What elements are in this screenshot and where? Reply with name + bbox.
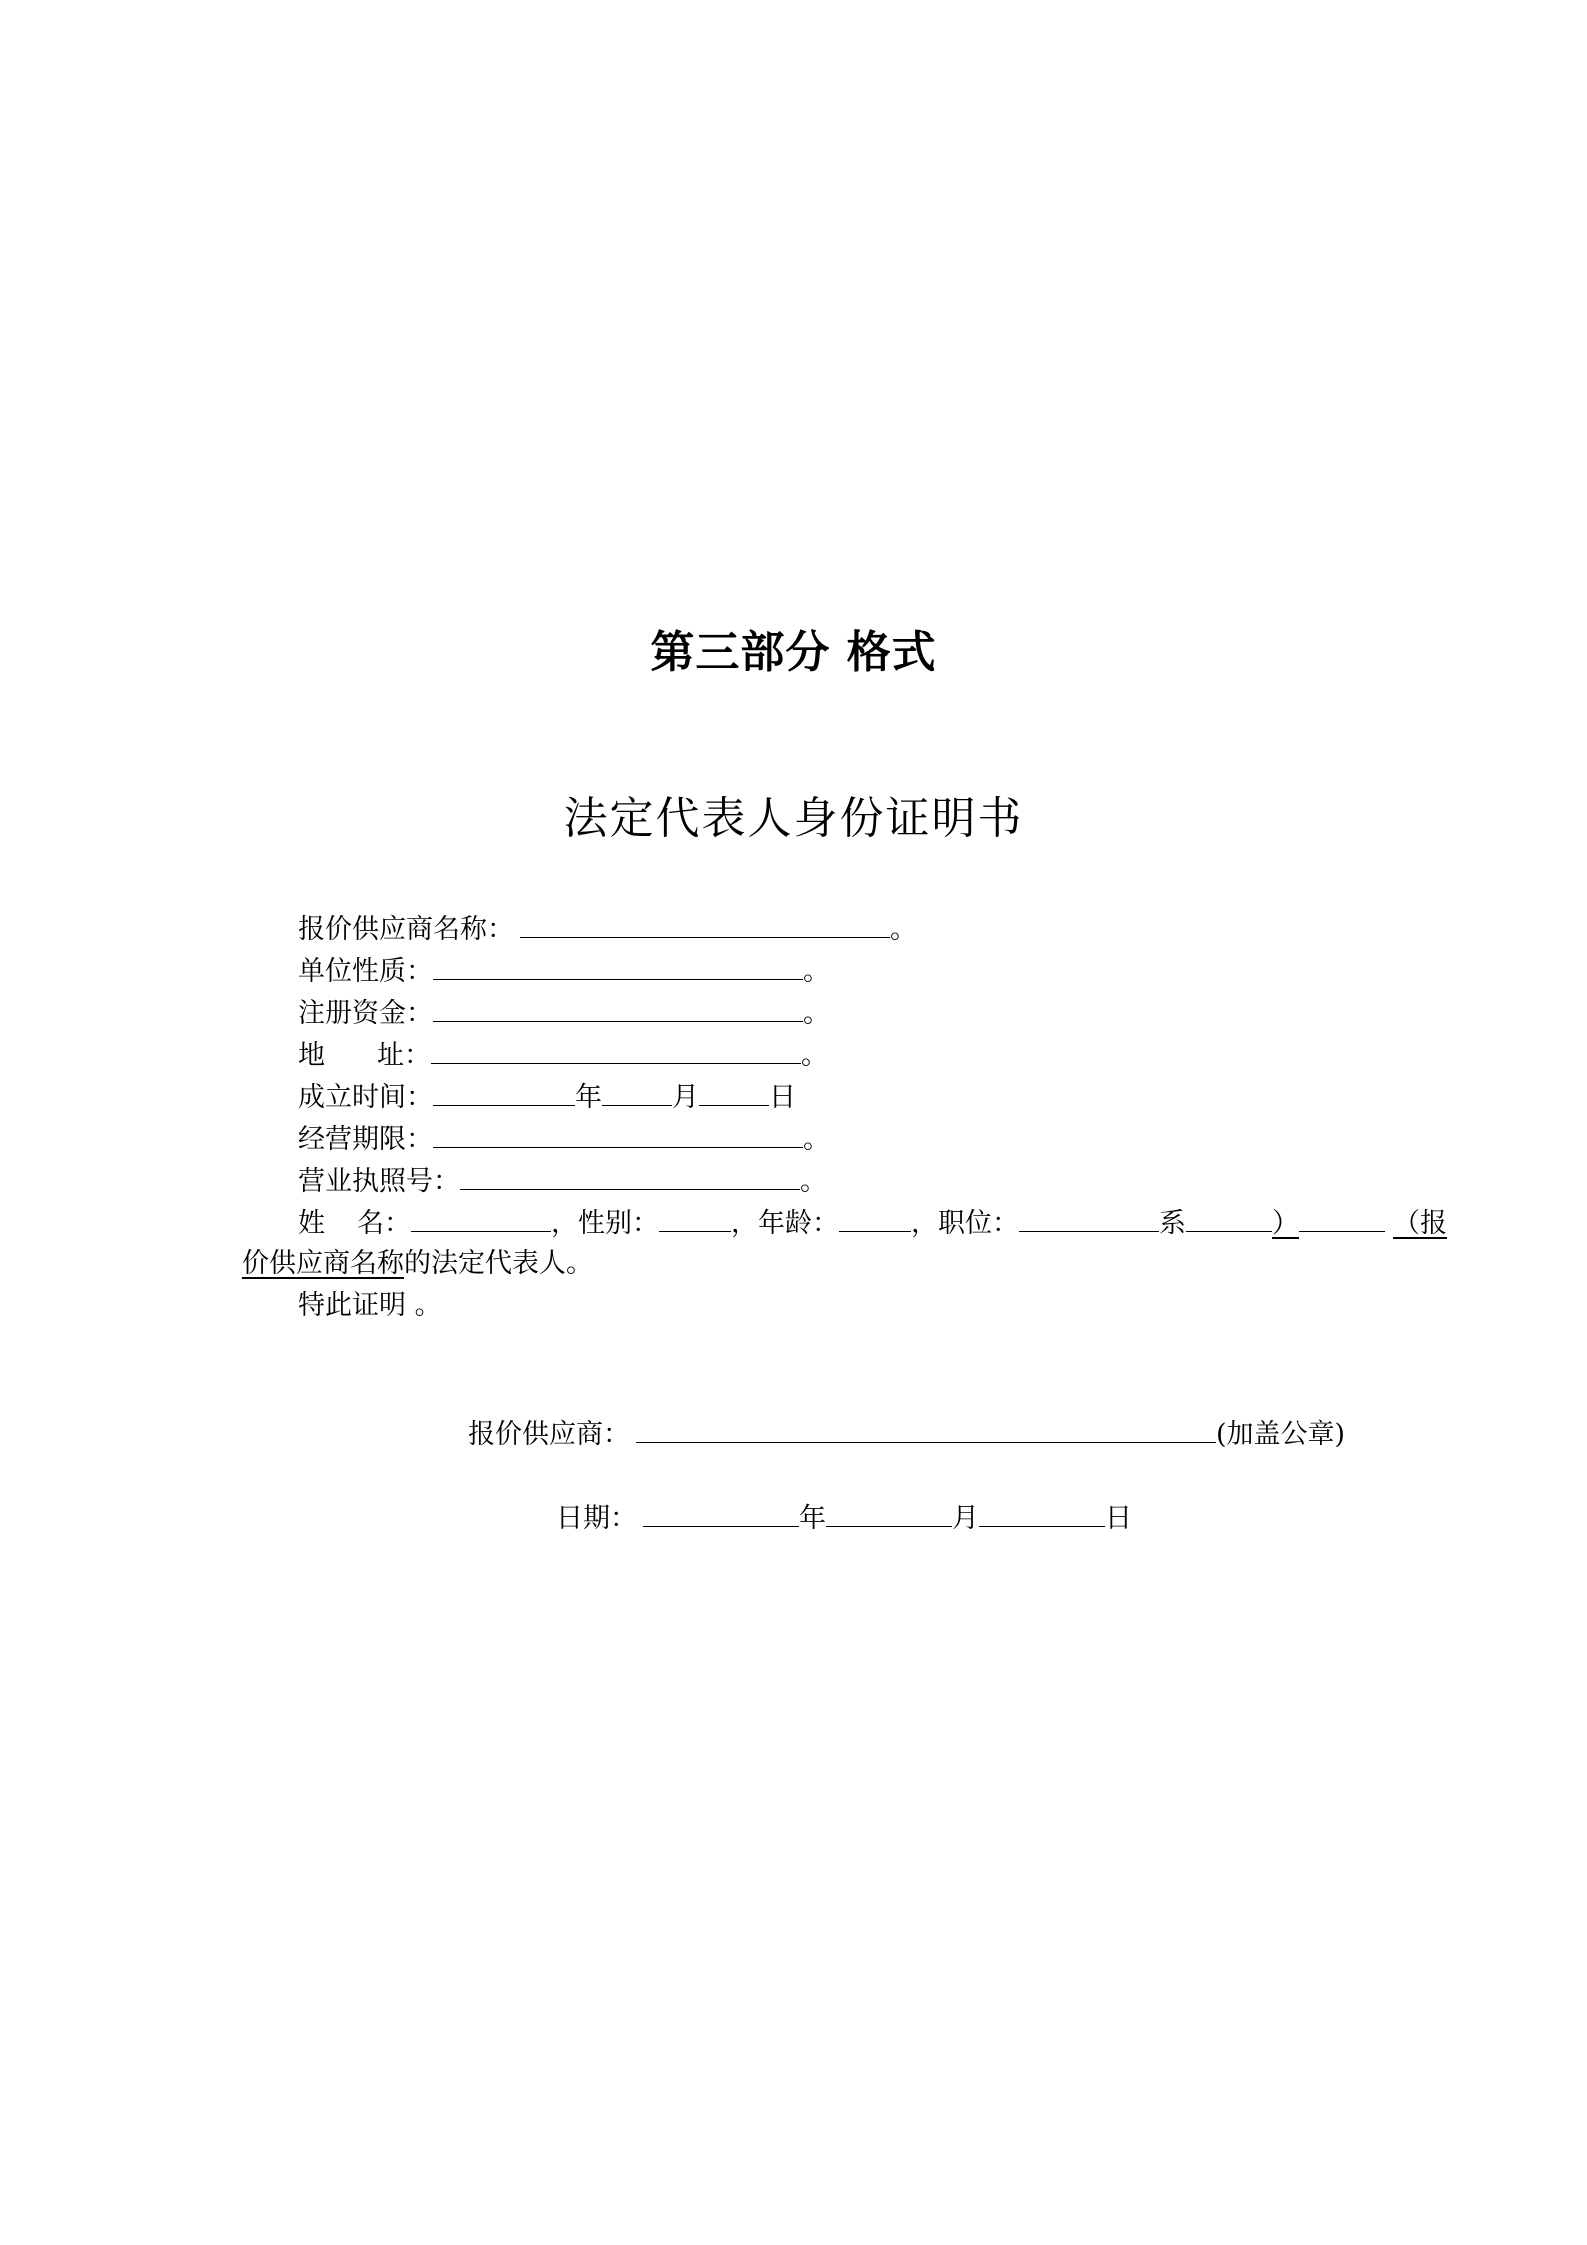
field-supplier-name (298, 910, 917, 946)
signature-date (556, 1499, 1132, 1535)
date-month-blank[interactable] (826, 1499, 952, 1527)
month-label: 月 (672, 1082, 699, 1113)
field-end: 。 (803, 1124, 830, 1155)
field-registered-capital (298, 994, 830, 1030)
supplier-blank-b[interactable] (1299, 1204, 1385, 1232)
field-unit-nature (298, 952, 830, 988)
field-end: 。 (800, 1166, 827, 1197)
position-label: ，职位： (911, 1208, 1019, 1239)
paren-close: ） (1272, 1208, 1299, 1239)
legal-rep-tail: 的法定代表人。 (404, 1248, 593, 1279)
field-label: 单位性质： (298, 956, 433, 987)
position-blank[interactable] (1019, 1204, 1159, 1232)
field-label-cont: 名： (357, 1208, 411, 1239)
field-end: 。 (803, 998, 830, 1029)
year-label: 年 (575, 1082, 602, 1113)
gender-label: ，性别： (551, 1208, 659, 1239)
paren-open: （报 (1393, 1208, 1447, 1239)
age-label: ，年龄： (731, 1208, 839, 1239)
is-label: 系 (1159, 1208, 1186, 1239)
person-name-blank[interactable] (411, 1204, 551, 1232)
supplier-label: 报价供应商： (468, 1419, 630, 1450)
business-term-blank[interactable] (433, 1120, 803, 1148)
address-blank[interactable] (431, 1036, 801, 1064)
field-license-no (298, 1162, 827, 1198)
day-label: 日 (1105, 1503, 1132, 1534)
established-year-blank[interactable] (433, 1078, 575, 1106)
field-address (298, 1036, 828, 1072)
document-title: 法定代表人身份证明书 (563, 793, 1024, 844)
field-label-cont: 址： (377, 1040, 431, 1071)
field-label: 经营期限： (298, 1124, 433, 1155)
license-no-blank[interactable] (460, 1162, 800, 1190)
signature-supplier-blank[interactable] (636, 1415, 1216, 1443)
field-business-term (298, 1120, 830, 1156)
date-day-blank[interactable] (979, 1499, 1105, 1527)
supplier-blank-a[interactable] (1186, 1204, 1272, 1232)
field-person-cont (242, 1246, 593, 1282)
established-month-blank[interactable] (602, 1078, 672, 1106)
field-established (298, 1078, 796, 1114)
field-label: 成立时间： (298, 1082, 433, 1113)
certify-line: 特此证明 。 (298, 1290, 442, 1321)
gender-blank[interactable] (659, 1204, 731, 1232)
field-label: 营业执照号： (298, 1166, 460, 1197)
day-label: 日 (769, 1082, 796, 1113)
supplier-name-cont: 价供应商名称 (242, 1248, 404, 1279)
field-end: 。 (801, 1040, 828, 1071)
year-label: 年 (799, 1503, 826, 1534)
seal-label: (加盖公章) (1216, 1419, 1346, 1450)
supplier-name-blank[interactable] (520, 910, 890, 938)
field-person (298, 1204, 1447, 1240)
field-label: 报价供应商名称： (298, 914, 514, 945)
field-end: 。 (803, 956, 830, 987)
date-label: 日期： (556, 1503, 637, 1534)
signature-supplier (468, 1415, 1345, 1451)
date-year-blank[interactable] (643, 1499, 799, 1527)
field-label: 姓 (298, 1208, 357, 1239)
month-label: 月 (952, 1503, 979, 1534)
registered-capital-blank[interactable] (433, 994, 803, 1022)
established-day-blank[interactable] (699, 1078, 769, 1106)
field-end: 。 (890, 914, 917, 945)
unit-nature-blank[interactable] (433, 952, 803, 980)
field-label: 地 (298, 1040, 377, 1071)
field-label: 注册资金： (298, 998, 433, 1029)
age-blank[interactable] (839, 1204, 911, 1232)
section-title: 第三部分 格式 (650, 627, 937, 678)
